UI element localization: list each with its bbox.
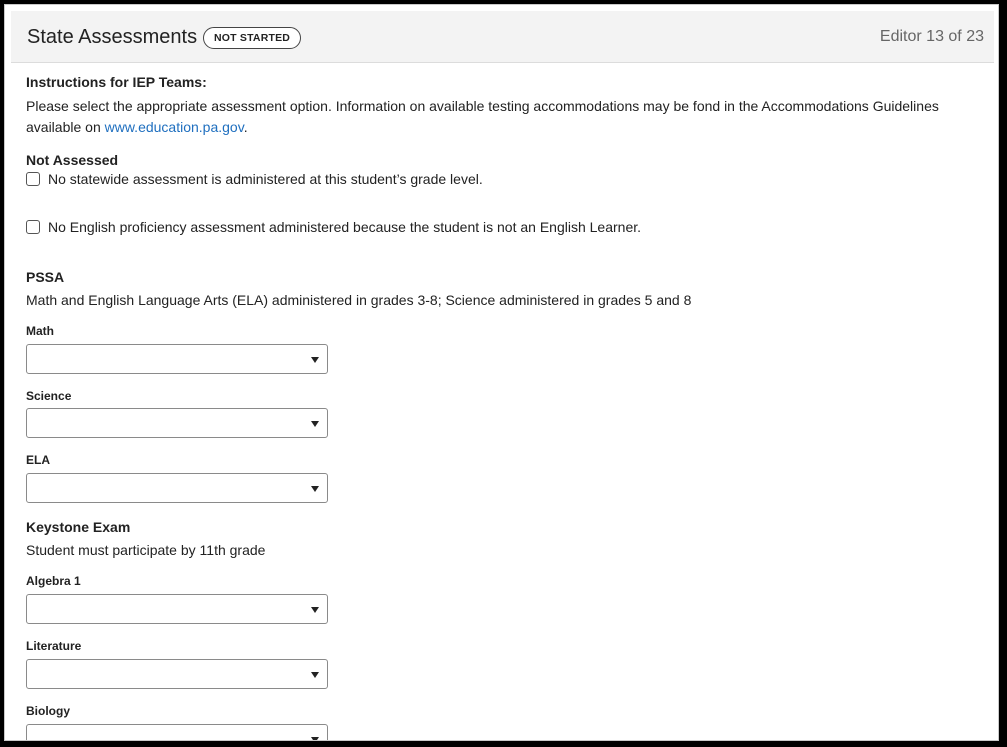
math-select[interactable]	[26, 344, 328, 374]
algebra-label: Algebra 1	[26, 574, 81, 588]
editor-content	[5, 5, 998, 740]
no-statewide-label: No statewide assessment is administered at this student’s grade level.	[48, 171, 483, 187]
no-english-proficiency-label: No English proficiency assessment administered because the student is not an English Learner.	[48, 219, 642, 235]
editor-frame	[4, 4, 999, 741]
math-label: Math	[26, 324, 54, 338]
ela-select[interactable]	[26, 473, 328, 503]
status-badge: NOT STARTED	[203, 27, 301, 49]
biology-select[interactable]	[26, 724, 328, 741]
no-english-proficiency-option[interactable]	[26, 219, 641, 235]
science-label: Science	[26, 389, 72, 403]
chevron-down-icon	[311, 421, 319, 427]
page-title: State Assessments	[27, 26, 198, 48]
algebra-select[interactable]	[26, 594, 328, 624]
instructions-text-end: .	[243, 119, 248, 135]
chevron-down-icon	[311, 672, 319, 678]
editor-count: Editor 13 of 23	[879, 28, 984, 45]
education-link[interactable]: www.education.pa.gov	[104, 119, 244, 135]
chevron-down-icon	[311, 486, 319, 492]
instructions-heading: Instructions for IEP Teams:	[26, 74, 207, 90]
keystone-heading: Keystone Exam	[26, 519, 131, 535]
instructions-text	[26, 96, 966, 138]
no-statewide-checkbox[interactable]	[26, 172, 40, 186]
pssa-heading: PSSA	[26, 269, 65, 285]
not-assessed-heading: Not Assessed	[26, 152, 119, 168]
literature-select[interactable]	[26, 659, 328, 689]
keystone-description: Student must participate by 11th grade	[26, 542, 266, 558]
no-english-proficiency-checkbox[interactable]	[26, 220, 40, 234]
biology-label: Biology	[26, 704, 70, 718]
chevron-down-icon	[311, 737, 319, 741]
literature-label: Literature	[26, 639, 82, 653]
chevron-down-icon	[311, 607, 319, 613]
no-statewide-option[interactable]	[26, 171, 483, 187]
pssa-description: Math and English Language Arts (ELA) administered in grades 3-8; Science administered in grades 5 and 8	[26, 292, 692, 308]
instructions-text-start: Please select the appropriate assessment option. Information on available testing accommodations may be fond in the Accommodations Guidelines available on	[26, 98, 939, 135]
chevron-down-icon	[311, 357, 319, 363]
science-select[interactable]	[26, 408, 328, 438]
ela-label: ELA	[26, 453, 50, 467]
